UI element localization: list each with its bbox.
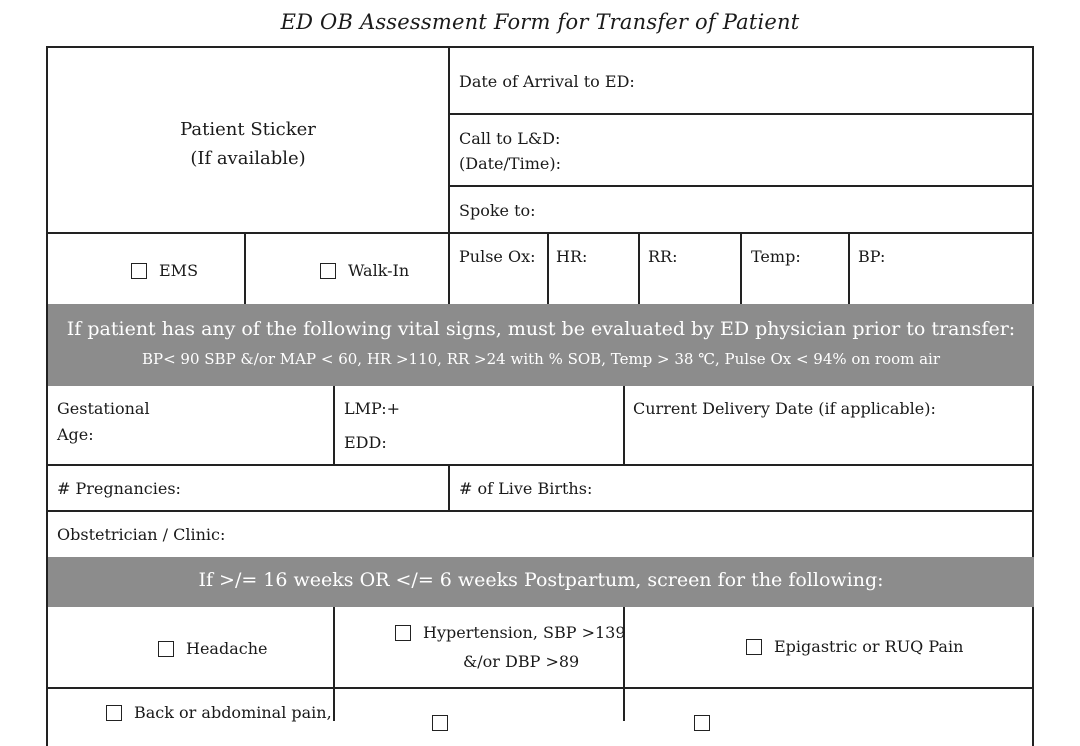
rr-label: RR:: [648, 247, 678, 266]
call-to-ld-label: Call to L&D:: [459, 129, 561, 148]
epigastric-label: Epigastric or RUQ Pain: [774, 637, 964, 656]
back-pain-option[interactable]: [106, 703, 332, 722]
delivery-date-label: Current Delivery Date (if applicable):: [633, 399, 936, 418]
headache-label: Headache: [186, 639, 268, 658]
row-divider: [449, 185, 1034, 187]
column-divider: [623, 386, 625, 465]
column-divider: [848, 233, 850, 304]
obstetrician-label: Obstetrician / Clinic:: [57, 525, 226, 544]
sticker-label: [48, 115, 448, 173]
hypertension-label-line2: &/or DBP >89: [463, 652, 580, 671]
spoke-to-label: Spoke to:: [459, 201, 536, 220]
pregnancies-label: # Pregnancies:: [57, 479, 181, 498]
walk-in-checkbox[interactable]: [320, 263, 336, 279]
column-divider: [448, 48, 450, 304]
hypertension-label: Hypertension, SBP >139: [423, 623, 626, 642]
next-row-checkbox[interactable]: [432, 715, 448, 731]
screening-heading: If >/= 16 weeks OR </= 6 weeks Postpartum, screen for the following:: [198, 569, 884, 591]
column-divider: [244, 233, 246, 304]
gestational-age-label-line2: Age:: [57, 425, 94, 444]
hypertension-option[interactable]: [395, 623, 626, 642]
column-divider: [333, 607, 335, 721]
sticker-line1: Patient Sticker: [180, 119, 316, 140]
column-divider: [638, 233, 640, 304]
ems-label: EMS: [159, 261, 199, 280]
back-pain-checkbox[interactable]: [106, 705, 122, 721]
hypertension-checkbox[interactable]: [395, 625, 411, 641]
vital-warning-criteria: BP< 90 SBP &/or MAP < 60, HR >110, RR >24 with % SOB, Temp > 38 ℃, Pulse Ox < 94% on room air: [141, 350, 941, 368]
headache-checkbox[interactable]: [158, 641, 174, 657]
walk-in-label: Walk-In: [348, 261, 410, 280]
vital-warning-banner: [48, 304, 1034, 386]
row-divider: [449, 113, 1034, 115]
edd-label: EDD:: [344, 433, 387, 452]
temp-label: Temp:: [751, 247, 801, 266]
headache-option[interactable]: [158, 639, 267, 658]
column-divider: [448, 465, 450, 510]
hr-label: HR:: [556, 247, 588, 266]
next-row-checkbox[interactable]: [694, 715, 710, 731]
screening-banner: [48, 557, 1034, 607]
pulse-ox-label: Pulse Ox:: [459, 247, 536, 266]
ems-checkbox[interactable]: [131, 263, 147, 279]
epigastric-checkbox[interactable]: [746, 639, 762, 655]
call-datetime-label: (Date/Time):: [459, 154, 561, 173]
row-divider: [48, 232, 1034, 234]
bp-label: BP:: [858, 247, 886, 266]
column-divider: [333, 386, 335, 465]
column-divider: [547, 233, 549, 304]
sticker-line2: (If available): [190, 148, 306, 169]
walk-in-option[interactable]: [320, 261, 409, 280]
form-title: ED OB Assessment Form for Transfer of Patient: [280, 10, 800, 34]
gestational-age-label-line1: Gestational: [57, 399, 150, 418]
live-births-label: # of Live Births:: [459, 479, 593, 498]
vital-warning-heading: If patient has any of the following vital signs, must be evaluated by ED physician prior to transfer:: [66, 318, 1016, 340]
column-divider: [740, 233, 742, 304]
row-divider: [48, 464, 1034, 466]
lmp-label: LMP:+: [344, 399, 400, 418]
row-divider: [48, 510, 1034, 512]
back-pain-label: Back or abdominal pain,: [134, 703, 332, 722]
row-divider: [48, 687, 1034, 689]
epigastric-option[interactable]: [746, 637, 963, 656]
ems-option[interactable]: [131, 261, 198, 280]
arrival-date-label: Date of Arrival to ED:: [459, 72, 635, 91]
